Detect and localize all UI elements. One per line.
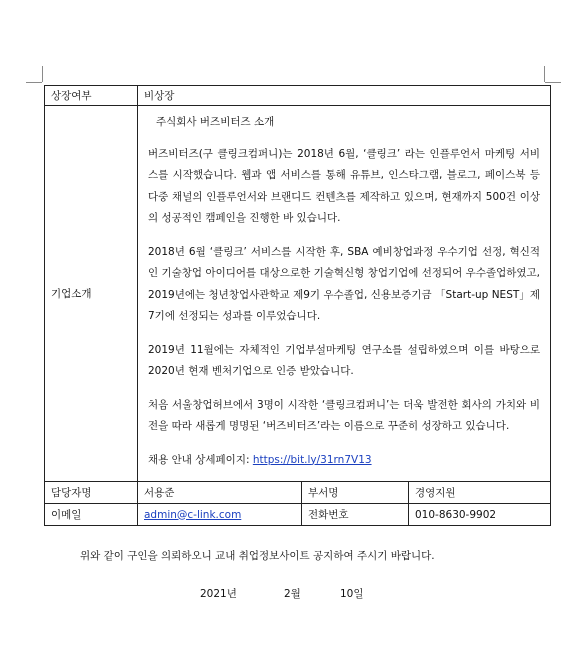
crop-mark-top-right-h (545, 82, 561, 83)
email-link[interactable]: admin@c-link.com (144, 508, 242, 521)
email-row (45, 504, 551, 526)
intro-paragraph-3: 2019년 11월에는 자체적인 기업부설마케팅 연구소를 설립하였으며 이를 바탕으로 2020년 현재 벤처기업으로 인증 받았습니다. (148, 343, 541, 377)
contact-row (45, 482, 551, 504)
department-label: 부서명 (302, 482, 409, 504)
recruit-prefix: 채용 안내 상세페이지: (148, 453, 253, 466)
listing-status-label: 상장여부 (45, 86, 138, 106)
phone-label: 전화번호 (302, 504, 409, 526)
company-intro-row (45, 106, 551, 482)
email-label: 이메일 (45, 504, 138, 526)
company-intro-content (138, 106, 551, 482)
crop-mark-top-left-v (42, 66, 43, 82)
request-sentence: 위와 같이 구인을 의뢰하오니 교내 취업정보사이트 공지하여 주시기 바랍니다. (80, 550, 435, 562)
contact-name-value: 서용준 (138, 482, 302, 504)
date-day: 10일 (340, 588, 364, 600)
listing-status-value: 비상장 (138, 86, 551, 106)
phone-value: 010-8630-9902 (409, 504, 551, 526)
department-value: 경영지원 (409, 482, 551, 504)
crop-mark-top-left-h (26, 82, 42, 83)
email-value-cell (138, 504, 302, 526)
recruit-link[interactable]: https://bit.ly/31rn7V13 (252, 453, 372, 466)
contact-name-label: 담당자명 (45, 482, 138, 504)
job-request-form-table (44, 85, 551, 526)
company-intro-label: 기업소개 (45, 106, 138, 482)
crop-mark-top-right-v (544, 66, 545, 82)
recruit-info (148, 450, 540, 472)
company-intro-title: 주식회사 버즈비터즈 소개 (156, 116, 275, 128)
date-month: 2월 (284, 588, 301, 600)
intro-paragraph-2: 2018년 6월 ‘클링크’ 서비스를 시작한 후, SBA 예비창업과정 우수기업 선정, 혁신적인 기술창업 아이디어를 대상으로한 기술혁신형 창업기업에 선정되어 우수졸업하였고, 2019년에는 청년창업사관학교 제9기 우수졸업, 신용보증기금 「Start-up NEST」제7기에 선정되는 성과를 이루었습니다. (148, 245, 541, 322)
intro-paragraph-4: 처음 서울창업허브에서 3명이 시작한 ‘클링크컴퍼니’는 더욱 발전한 회사의 가치와 비전을 따라 새롭게 명명된 ‘버즈비터즈’라는 이름으로 꾸준히 성장하고 있습니다. (148, 398, 541, 432)
date-year: 2021년 (200, 588, 237, 600)
intro-paragraph-1: 버즈비터즈(구 클링크컴퍼니)는 2018년 6월, ‘클링크’ 라는 인플루언서 마케팅 서비스를 시작했습니다. 웹과 앱 서비스를 통해 유튜브, 인스타그램, 블로그, 페이스북 등 다중 채널의 인플루언서와 브랜디드 컨텐츠를 제작하고 있으며, 현재까지 500건 이상의 성공적인 캠페인을 진행한 바 있습니다. (148, 147, 541, 224)
listing-status-row (45, 86, 551, 106)
